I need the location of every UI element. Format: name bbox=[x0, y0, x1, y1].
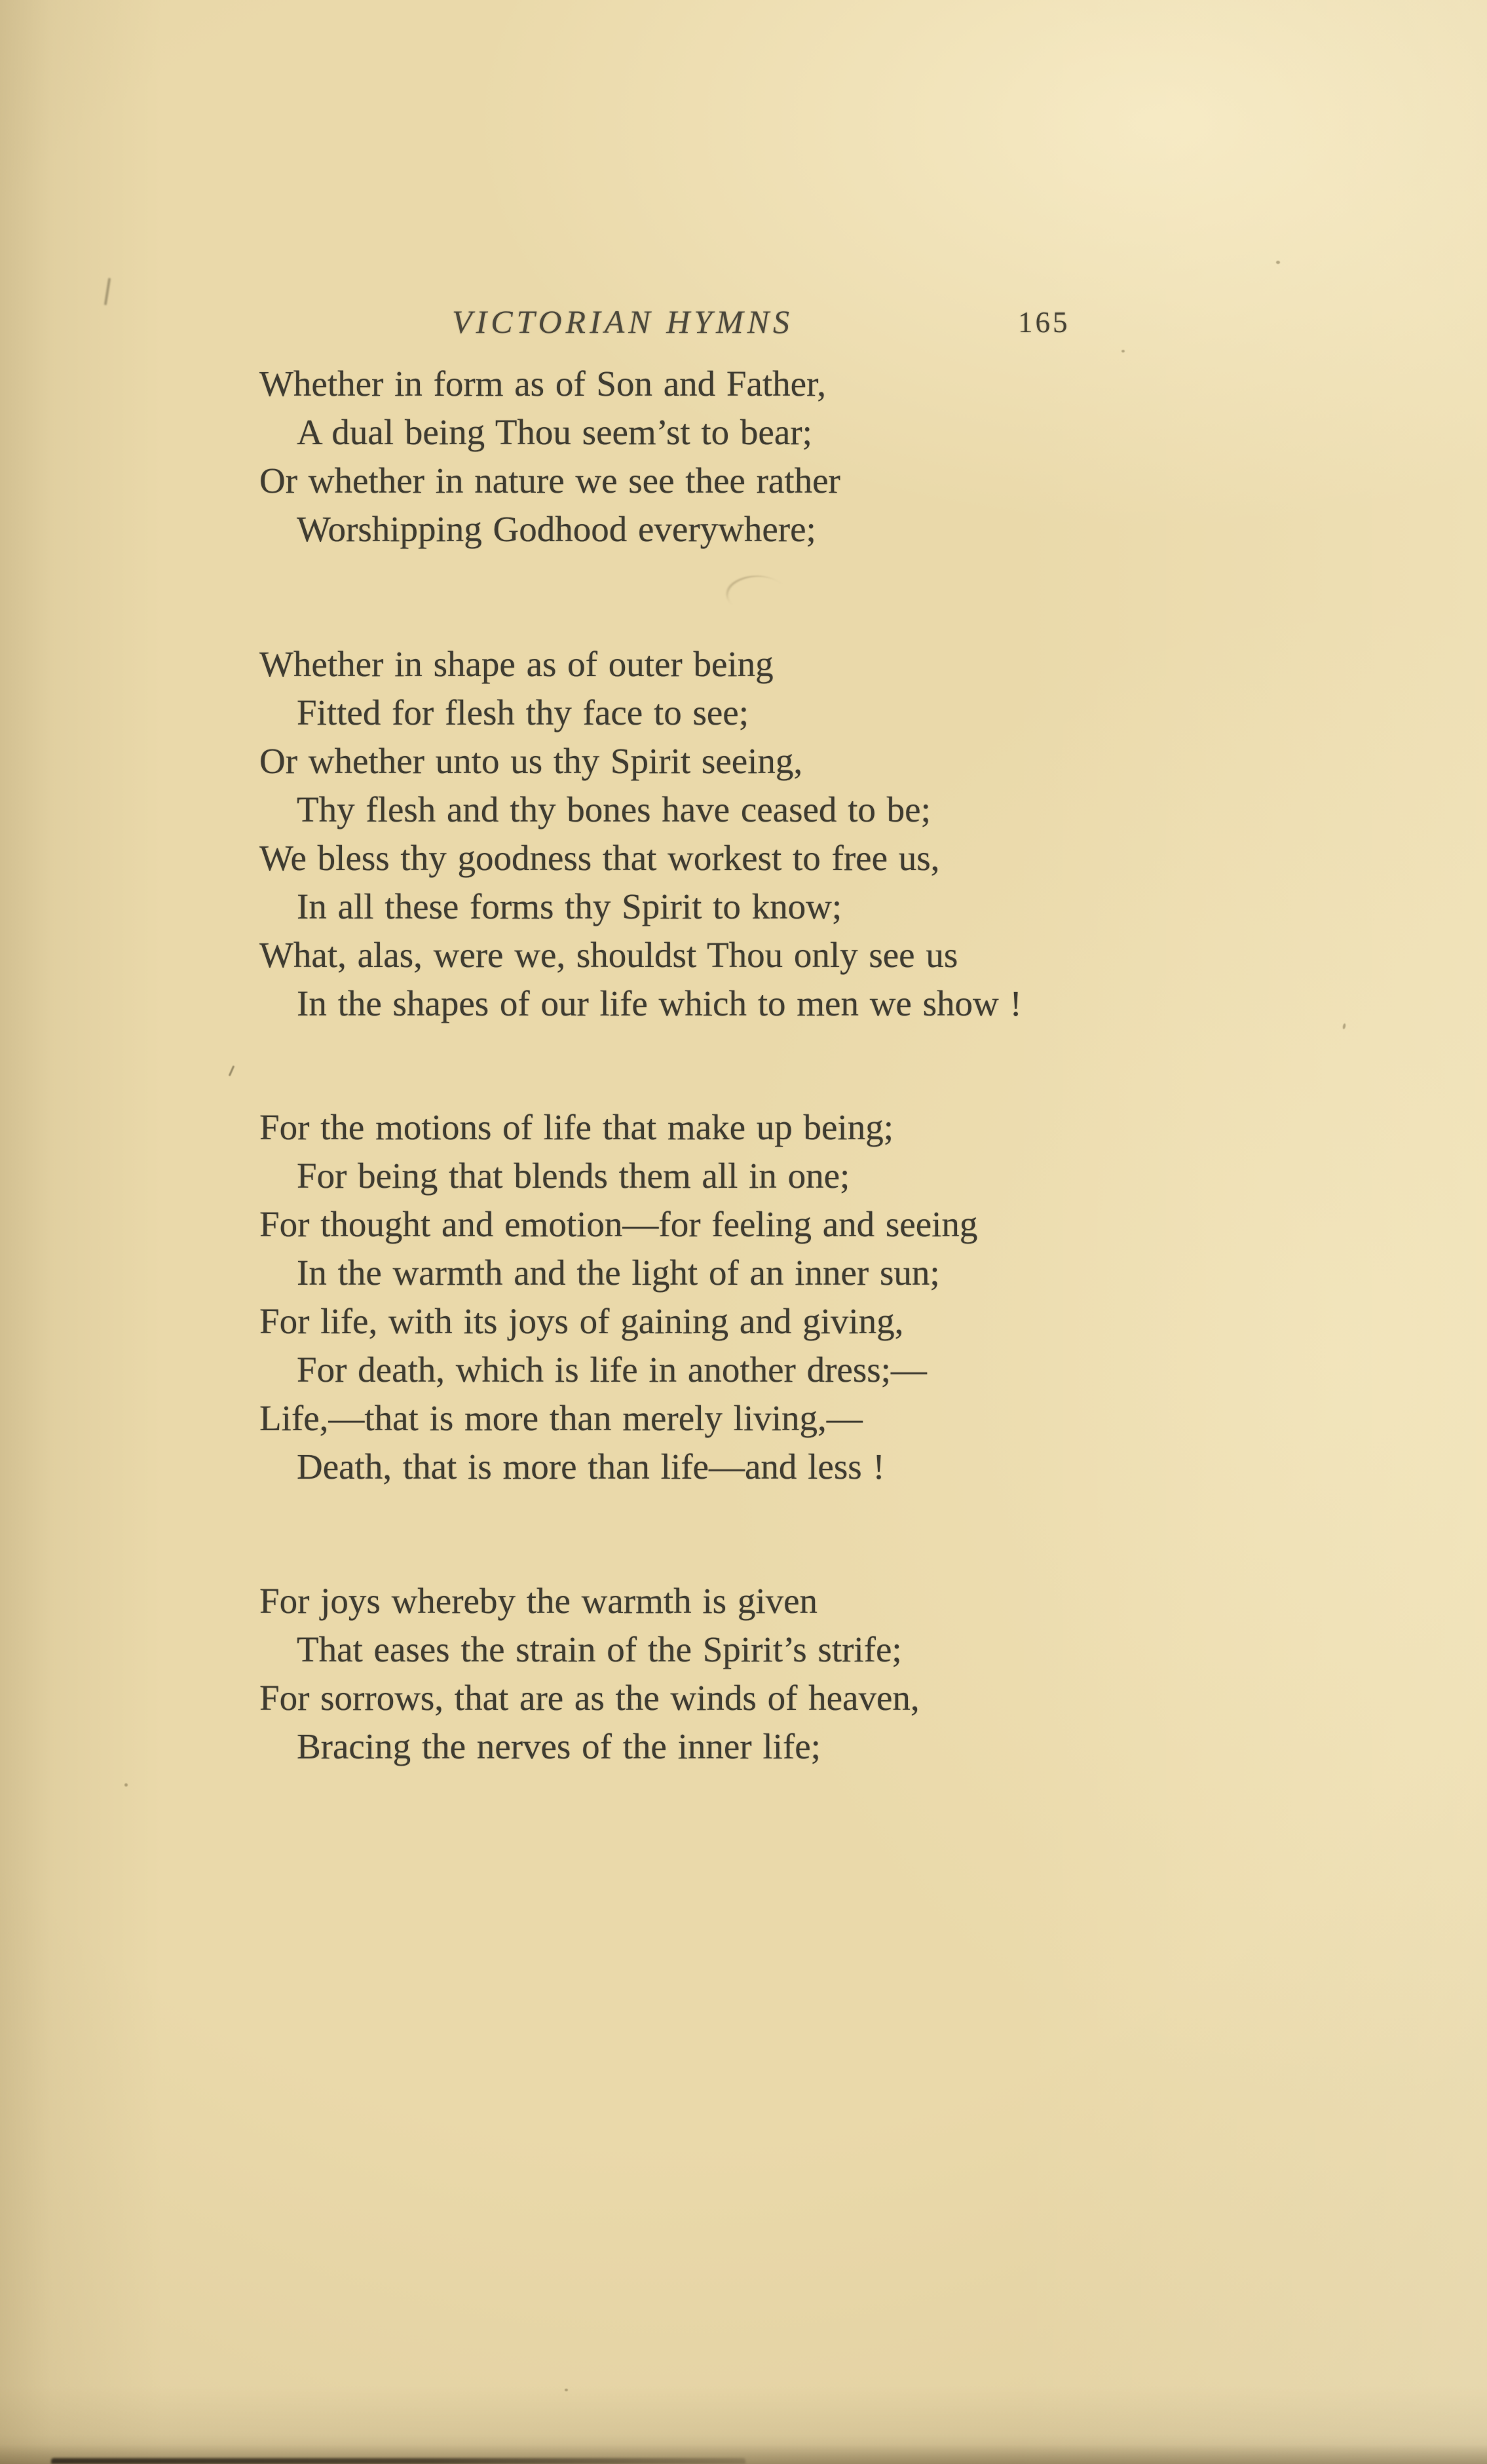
scan-tick-mark bbox=[229, 1065, 235, 1076]
poem-line: In the shapes of our life which to men we show ! bbox=[297, 983, 1022, 1023]
poem-line: A dual being Thou seem’st to bear; bbox=[297, 412, 812, 452]
poem-stanza-3 bbox=[259, 1103, 1229, 1491]
poem-line: For sorrows, that are as the winds of heaven, bbox=[259, 1678, 920, 1718]
page-number: 165 bbox=[1018, 306, 1070, 339]
poem-line: We bless thy goodness that workest to free us, bbox=[259, 838, 940, 878]
poem-line: For death, which is life in another dress;— bbox=[297, 1350, 927, 1390]
scan-scratch bbox=[104, 278, 111, 305]
poem-stanza-4 bbox=[259, 1577, 1229, 1771]
poem-line: Death, that is more than life—and less ! bbox=[297, 1447, 885, 1487]
poem-line: What, alas, were we, shouldst Thou only see us bbox=[259, 935, 958, 975]
poem-line: Or whether unto us thy Spirit seeing, bbox=[259, 741, 803, 781]
scan-speck bbox=[565, 2389, 568, 2391]
poem-line: Life,—that is more than merely living,— bbox=[259, 1398, 863, 1438]
poem-line: Whether in shape as of outer being bbox=[259, 644, 774, 684]
poem-line: In the warmth and the light of an inner sun; bbox=[297, 1253, 940, 1293]
poem-line: For thought and emotion—for feeling and seeing bbox=[259, 1204, 978, 1244]
poem-line: In all these forms thy Spirit to know; bbox=[297, 886, 842, 926]
running-title: VICTORIAN HYMNS bbox=[452, 303, 794, 340]
scan-speck bbox=[1342, 1023, 1346, 1030]
poem-line: Thy flesh and thy bones have ceased to be; bbox=[297, 789, 931, 829]
page-bottom-edge bbox=[51, 2458, 745, 2464]
poem-stanza-1 bbox=[259, 360, 1229, 554]
poem-line: Worshipping Godhood everywhere; bbox=[297, 509, 816, 549]
scan-speck bbox=[124, 1783, 128, 1787]
scan-speck bbox=[1121, 350, 1125, 352]
scan-speck bbox=[1276, 261, 1280, 264]
poem-line: Or whether in nature we see thee rather bbox=[259, 461, 840, 501]
poem-line: Whether in form as of Son and Father, bbox=[259, 364, 826, 404]
poem-line: That eases the strain of the Spirit’s strife; bbox=[297, 1629, 902, 1669]
scan-pencil-mark bbox=[717, 565, 798, 624]
poem-line: For the motions of life that make up being; bbox=[259, 1107, 894, 1147]
poem-line: For joys whereby the warmth is given bbox=[259, 1581, 818, 1621]
poem-stanza-2 bbox=[259, 640, 1229, 1028]
poem-line: For life, with its joys of gaining and giving, bbox=[259, 1301, 904, 1341]
poem-line: Fitted for flesh thy face to see; bbox=[297, 692, 749, 732]
poem-line: Bracing the nerves of the inner life; bbox=[297, 1726, 821, 1766]
poem-line: For being that blends them all in one; bbox=[297, 1156, 850, 1196]
